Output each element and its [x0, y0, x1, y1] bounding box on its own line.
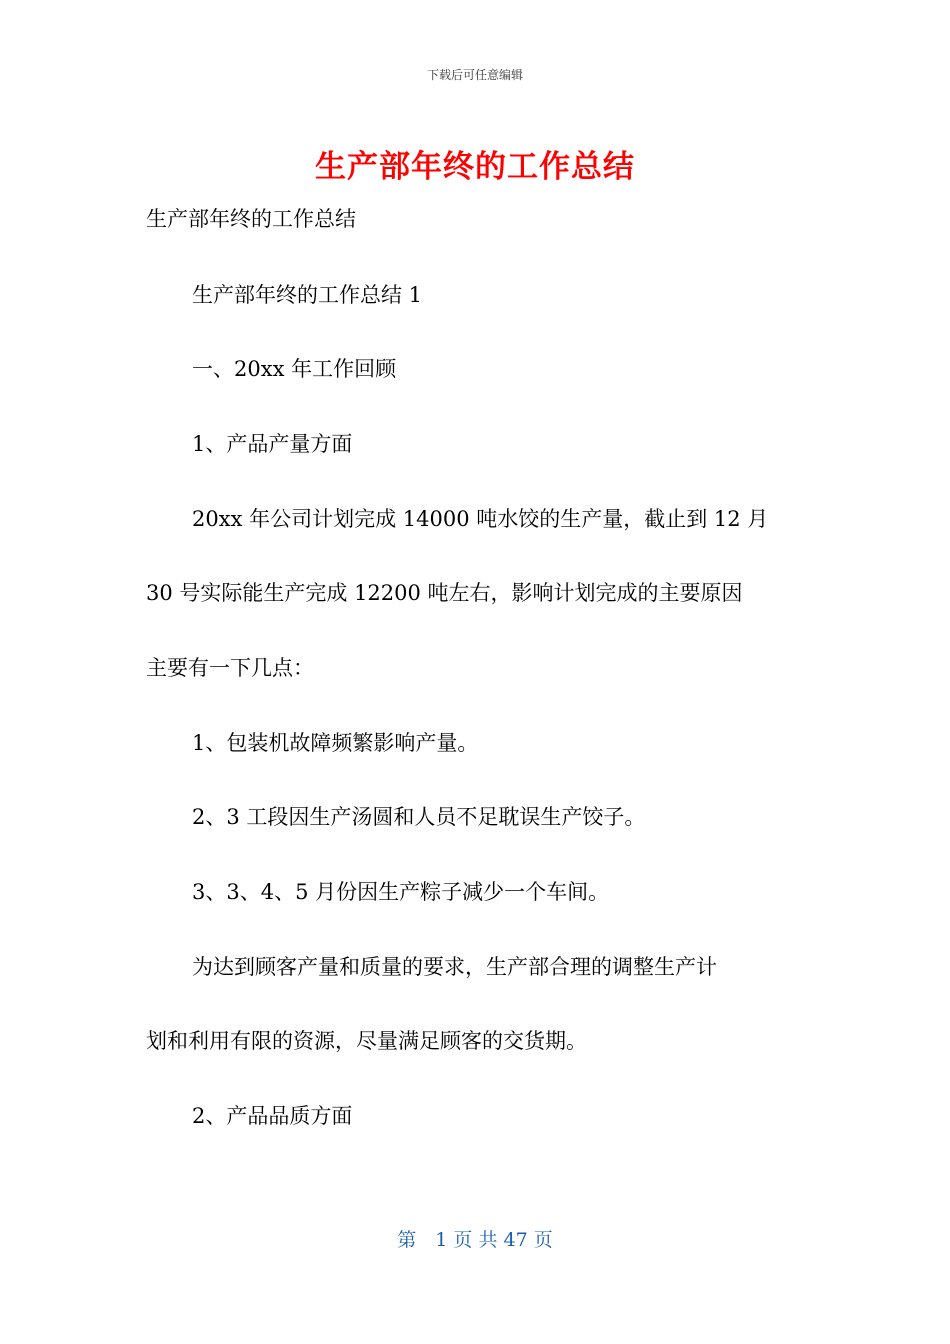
- paragraph-subtitle: 生产部年终的工作总结: [146, 207, 356, 231]
- page-footer: 第 1 页 共 47 页: [397, 1229, 553, 1251]
- paragraph-sub-heading: 1、产品产量方面: [192, 432, 353, 456]
- paragraph-part-heading: 一、20xx 年工作回顾: [192, 357, 397, 381]
- paragraph-section-heading: 生产部年终的工作总结 1: [192, 283, 423, 307]
- paragraph-body-line: 划和利用有限的资源，尽量满足顾客的交货期。: [146, 1029, 587, 1053]
- document-title: 生产部年终的工作总结: [315, 149, 635, 185]
- header-note: 下载后可任意编辑: [426, 68, 523, 82]
- paragraph-body-line: 30 号实际能生产完成 12200 吨左右，影响计划完成的主要原因: [146, 581, 743, 605]
- paragraph-list-item: 2、3 工段因生产汤圆和人员不足耽误生产饺子。: [192, 805, 646, 829]
- paragraph-list-item: 3、3、4、5 月份因生产粽子减少一个车间。: [192, 880, 610, 904]
- paragraph-list-item: 1、包装机故障频繁影响产量。: [192, 731, 479, 755]
- paragraph-body-line: 为达到顾客产量和质量的要求，生产部合理的调整生产计: [192, 955, 717, 979]
- paragraph-body-line: 主要有一下几点：: [146, 656, 314, 680]
- paragraph-body-line: 20xx 年公司计划完成 14000 吨水饺的生产量，截止到 12 月: [192, 507, 769, 531]
- paragraph-sub-heading: 2、产品品质方面: [192, 1104, 353, 1128]
